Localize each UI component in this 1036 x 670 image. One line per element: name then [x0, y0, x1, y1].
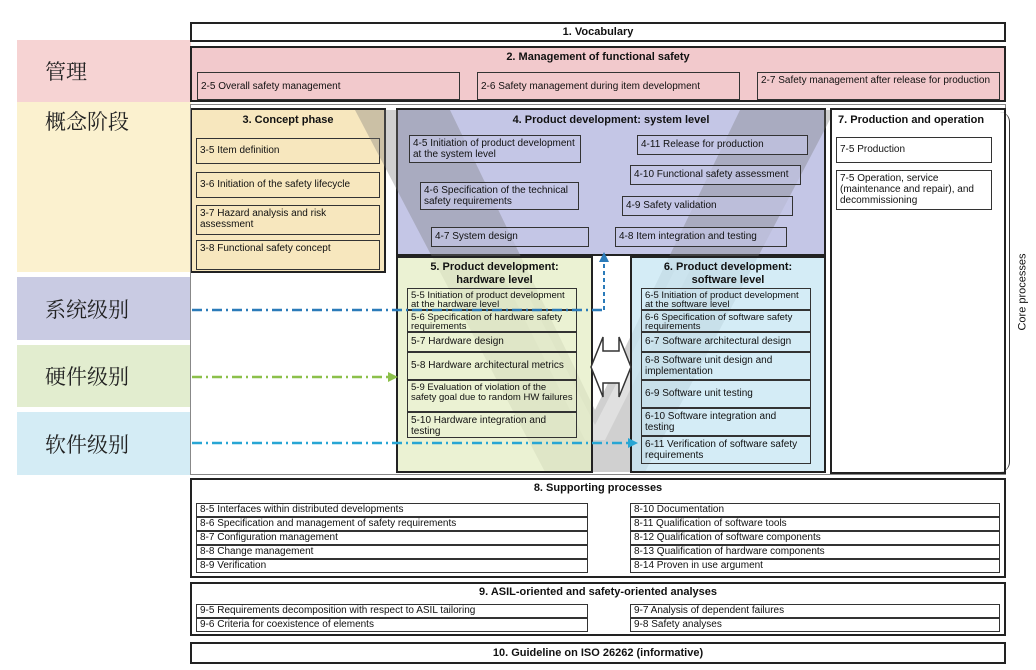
part4-item: 4-10 Functional safety assessment — [630, 165, 801, 185]
part3-item: 3-7 Hazard analysis and risk assessment — [196, 205, 380, 235]
part6-item: 6-6 Specification of software safety requirements — [641, 310, 811, 332]
core-processes-bracket — [1000, 112, 1010, 472]
part7-title: 7. Production and operation — [838, 114, 985, 126]
core-processes-label: Core processes — [1016, 253, 1029, 331]
concept-label: 概念阶段 — [17, 102, 191, 272]
management-label: 管理 — [17, 40, 191, 102]
part9-left-item: 9-5 Requirements decomposition with respect to ASIL tailoring — [196, 604, 588, 618]
part3-item: 3-5 Item definition — [196, 138, 380, 164]
part8-right-item: 8-12 Qualification of software components — [630, 531, 1000, 545]
part8-left-item: 8-6 Specification and management of safety requirements — [196, 517, 588, 531]
part9-left-item: 9-6 Criteria for coexistence of elements — [196, 618, 588, 632]
part8-left-item: 8-8 Change management — [196, 545, 588, 559]
part4-item: 4-8 Item integration and testing — [615, 227, 787, 247]
system-label: 系统级别 — [17, 277, 191, 340]
part5-item: 5-5 Initiation of product development at the hardware level — [407, 288, 577, 310]
part4-title: 4. Product development: system level — [512, 114, 710, 126]
part6-item: 6-7 Software architectural design — [641, 332, 811, 352]
part9-title: 9. ASIL-oriented and safety-oriented analyses — [479, 586, 717, 598]
part3-item: 3-6 Initiation of the safety lifecycle — [196, 172, 380, 198]
part4-item: 4-5 Initiation of product development at the system level — [409, 135, 581, 163]
part7-item: 7-5 Production — [836, 137, 992, 163]
part3-title: 3. Concept phase — [242, 114, 334, 126]
part8-right-item: 8-14 Proven in use argument — [630, 559, 1000, 573]
software-label: 软件级别 — [17, 412, 191, 475]
part4-item: 4-11 Release for production — [637, 135, 808, 155]
part9-right-item: 9-8 Safety analyses — [630, 618, 1000, 632]
part6-title: 6. Product development: software level — [663, 261, 793, 286]
part6-item: 6-10 Software integration and testing — [641, 408, 811, 436]
part5-item: 5-7 Hardware design — [407, 332, 577, 352]
part2-item: 2-6 Safety management during item development — [477, 72, 740, 100]
part9-right-item: 9-7 Analysis of dependent failures — [630, 604, 1000, 618]
part8-title: 8. Supporting processes — [533, 482, 663, 494]
part1-title: 1. Vocabulary — [562, 26, 634, 38]
part3-item: 3-8 Functional safety concept — [196, 240, 380, 270]
part5-item: 5-10 Hardware integration and testing — [407, 412, 577, 438]
part10-guideline — [190, 642, 1006, 664]
part7-item: 7-5 Operation, service (maintenance and repair), and decommissioning — [836, 170, 992, 210]
part5-item: 5-8 Hardware architectural metrics — [407, 352, 577, 380]
part2-item: 2-5 Overall safety management — [197, 72, 460, 100]
part5-title: 5. Product development: hardware level — [430, 261, 559, 286]
part6-item: 6-9 Software unit testing — [641, 380, 811, 408]
part1-vocabulary — [190, 22, 1006, 42]
part10-title: 10. Guideline on ISO 26262 (informative) — [492, 647, 704, 659]
hardware-label: 硬件级别 — [17, 345, 191, 407]
part2-item: 2-7 Safety management after release for production — [757, 72, 1000, 100]
part8-right-item: 8-13 Qualification of hardware components — [630, 545, 1000, 559]
part6-item: 6-11 Verification of software safety requirements — [641, 436, 811, 464]
part8-left-item: 8-7 Configuration management — [196, 531, 588, 545]
part6-item: 6-8 Software unit design and implementation — [641, 352, 811, 380]
part4-item: 4-9 Safety validation — [622, 196, 793, 216]
part4-item: 4-6 Specification of the technical safety requirements — [420, 182, 579, 210]
part8-left-item: 8-5 Interfaces within distributed developments — [196, 503, 588, 517]
part2-title: 2. Management of functional safety — [506, 51, 690, 63]
part4-item: 4-7 System design — [431, 227, 589, 247]
part6-item: 6-5 Initiation of product development at the software level — [641, 288, 811, 310]
part8-right-item: 8-11 Qualification of software tools — [630, 517, 1000, 531]
part8-right-item: 8-10 Documentation — [630, 503, 1000, 517]
part5-item: 5-6 Specification of hardware safety requirements — [407, 310, 577, 332]
part8-left-item: 8-9 Verification — [196, 559, 588, 573]
part5-item: 5-9 Evaluation of violation of the safety goal due to random HW failures — [407, 380, 577, 412]
